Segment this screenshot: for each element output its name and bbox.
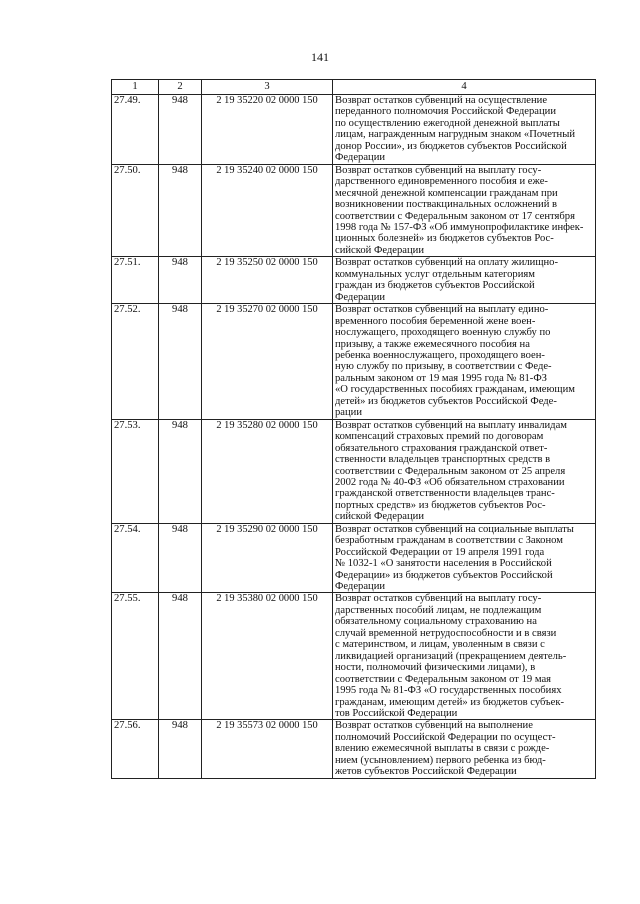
column-header-3: 3 <box>202 80 333 95</box>
budget-classification-code: 2 19 35250 02 0000 150 <box>202 257 333 304</box>
description-line: обязательного страхования гражданской ответ- <box>335 442 548 454</box>
budget-classification-table <box>111 79 596 779</box>
table-header-row <box>112 80 596 95</box>
description-line: ную службу по призыву, в соответствии с Феде- <box>335 361 552 373</box>
description-line: соответствии с Федеральным законом от 19 мая <box>335 673 552 685</box>
description-line: Возврат остатков субвенций на выплату инвалидам <box>335 419 567 431</box>
revenue-description <box>333 164 596 257</box>
description-line: 1995 года № 81-ФЗ «О государственных пособиях <box>335 685 562 697</box>
row-number: 27.53. <box>112 419 159 523</box>
description-line: ребенка военнослужащего, проходящего воен- <box>335 349 545 361</box>
administrator-code: 948 <box>159 164 202 257</box>
revenue-description <box>333 593 596 720</box>
description-line: нием (усыновлением) первого ребенка из бюд- <box>335 754 546 766</box>
revenue-description <box>333 419 596 523</box>
table-row <box>112 720 596 778</box>
page-number: 141 <box>311 50 329 64</box>
row-number: 27.49. <box>112 95 159 165</box>
description-line: полномочий Российской Федерации по осущест- <box>335 731 556 743</box>
administrator-code: 948 <box>159 304 202 420</box>
description-line: 2002 года № 40-ФЗ «Об обязательном страховании <box>335 476 565 488</box>
description-line: ционных болезней» из бюджетов субъектов Рос- <box>335 233 554 245</box>
description-line: случай временной нетрудоспособности и в связи <box>335 627 557 639</box>
description-line: Возврат остатков субвенций на социальные выплаты <box>335 523 574 535</box>
table-row <box>112 304 596 420</box>
description-line: тов Российской Федерации <box>335 708 458 720</box>
administrator-code: 948 <box>159 257 202 304</box>
description-line: Возврат остатков субвенций на выплату госу- <box>335 593 542 605</box>
description-line: Федерации <box>335 152 386 164</box>
description-line: с материнством, и лицам, уволенным в связи с <box>335 639 545 651</box>
description-line: Федерации <box>335 581 386 593</box>
budget-classification-code: 2 19 35280 02 0000 150 <box>202 419 333 523</box>
table-body <box>112 95 596 779</box>
revenue-description <box>333 720 596 778</box>
description-line: ликвидацией организаций (прекращением деятель- <box>335 650 567 662</box>
row-number: 27.56. <box>112 720 159 778</box>
description-line: временного пособия беременной жене воен- <box>335 315 536 327</box>
description-line: возникновении поствакцинальных осложнений в <box>335 199 558 211</box>
table-row <box>112 257 596 304</box>
description-line: 1998 года № 157-ФЗ «Об иммунопрофилактике инфек- <box>335 221 584 233</box>
budget-classification-code: 2 19 35240 02 0000 150 <box>202 164 333 257</box>
administrator-code: 948 <box>159 95 202 165</box>
description-line: Возврат остатков субвенций на выплату госу- <box>335 164 542 176</box>
administrator-code: 948 <box>159 593 202 720</box>
description-line: жетов субъектов Российской Федерации <box>335 766 517 778</box>
description-line: дарственного единовременного пособия и еже- <box>335 176 548 188</box>
budget-classification-code: 2 19 35573 02 0000 150 <box>202 720 333 778</box>
description-line: призыву, а также ежемесячного пособия на <box>335 338 530 350</box>
description-line: рации <box>335 407 363 419</box>
description-line: дарственных пособий лицам, не подлежащим <box>335 604 542 616</box>
description-line: соответствии с Федеральным законом от 17 сентября <box>335 210 575 222</box>
revenue-description <box>333 257 596 304</box>
description-line: Возврат остатков субвенций на оплату жилищно- <box>335 257 558 269</box>
description-line: Возврат остатков субвенций на осуществление <box>335 95 548 106</box>
budget-classification-code: 2 19 35380 02 0000 150 <box>202 593 333 720</box>
table-row <box>112 523 596 593</box>
description-line: портных средств» из бюджетов субъектов Рос- <box>335 499 546 511</box>
table-row <box>112 593 596 720</box>
description-line: лицам, награжденным нагрудным знаком «Почетный <box>335 129 575 141</box>
description-line: Возврат остатков субвенций на выплату едино- <box>335 304 549 316</box>
row-number: 27.50. <box>112 164 159 257</box>
description-line: месячной денежной компенсации гражданам при <box>335 187 558 199</box>
description-line: влению ежемесячной выплаты в связи с рожде- <box>335 743 550 755</box>
column-header-2: 2 <box>159 80 202 95</box>
description-line: ральным законом от 19 мая 1995 года № 81-ФЗ <box>335 372 547 384</box>
table-row <box>112 95 596 165</box>
description-line: донор России», из бюджетов субъектов Российской <box>335 140 567 152</box>
description-line: обязательному социальному страхованию на <box>335 616 537 628</box>
description-line: сийской Федерации <box>335 511 424 523</box>
description-line: Возврат остатков субвенций на выполнение <box>335 720 533 732</box>
table-row <box>112 164 596 257</box>
description-line: гражданам, имеющим детей» из бюджетов субъек- <box>335 696 565 708</box>
administrator-code: 948 <box>159 720 202 778</box>
administrator-code: 948 <box>159 419 202 523</box>
row-number: 27.55. <box>112 593 159 720</box>
description-line: переданного полномочия Российской Федерации <box>335 106 556 118</box>
description-line: нослужащего, проходящего военную службу по <box>335 327 551 339</box>
administrator-code: 948 <box>159 523 202 593</box>
table-row <box>112 419 596 523</box>
description-line: компенсаций страховых премий по договорам <box>335 431 544 443</box>
description-line: ности, полномочий физическими лицами), в <box>335 662 536 674</box>
revenue-description <box>333 523 596 593</box>
revenue-description <box>333 95 596 165</box>
budget-classification-code: 2 19 35290 02 0000 150 <box>202 523 333 593</box>
revenue-description <box>333 304 596 420</box>
description-line: ственности владельцев транспортных средств в <box>335 454 551 466</box>
description-line: граждан из бюджетов субъектов Российской <box>335 280 535 292</box>
description-line: по осуществлению ежегодной денежной выплаты <box>335 117 560 129</box>
budget-classification-code: 2 19 35220 02 0000 150 <box>202 95 333 165</box>
column-header-4: 4 <box>333 80 596 95</box>
description-line: гражданской ответственности владельцев транс- <box>335 488 555 500</box>
row-number: 27.54. <box>112 523 159 593</box>
description-line: детей» из бюджетов субъектов Российской Феде- <box>335 395 557 407</box>
column-header-1: 1 <box>112 80 159 95</box>
description-line: Российской Федерации от 19 апреля 1991 года <box>335 546 545 558</box>
budget-classification-code: 2 19 35270 02 0000 150 <box>202 304 333 420</box>
row-number: 27.52. <box>112 304 159 420</box>
description-line: Федерации <box>335 291 386 303</box>
description-line: № 1032-1 «О занятости населения в Российской <box>335 558 552 570</box>
description-line: Федерации» из бюджетов субъектов Российской <box>335 569 553 581</box>
row-number: 27.51. <box>112 257 159 304</box>
description-line: безработным гражданам в соответствии с Законом <box>335 535 563 547</box>
description-line: соответствии с Федеральным законом от 25 апреля <box>335 465 566 477</box>
description-line: коммунальных услуг отдельным категориям <box>335 268 535 280</box>
description-line: сийской Федерации <box>335 244 424 256</box>
description-line: «О государственных пособиях гражданам, имеющим <box>335 384 575 396</box>
